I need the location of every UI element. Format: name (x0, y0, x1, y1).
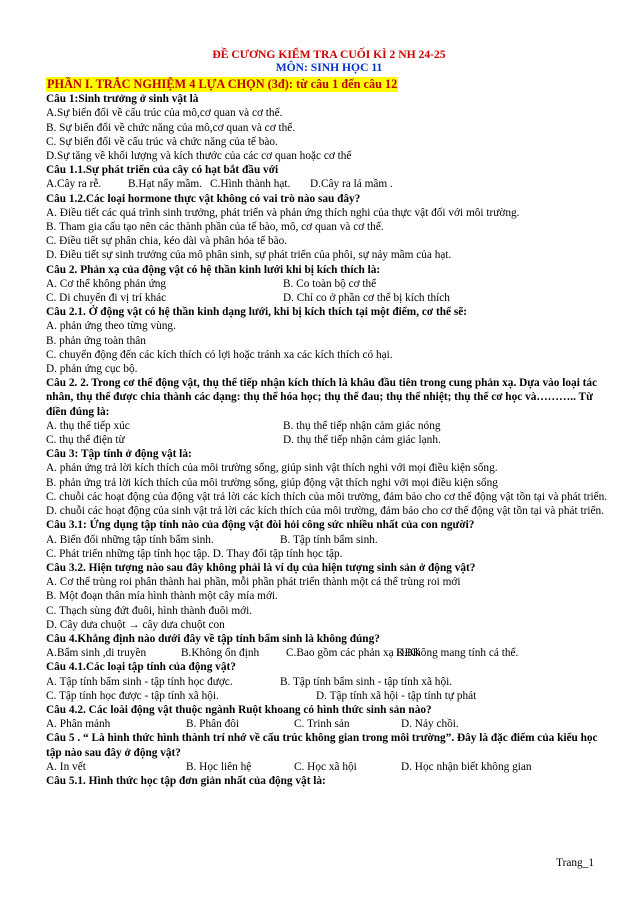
option-d: D. Nảy chồi. (401, 718, 459, 731)
question-2-2-options-ab (46, 419, 612, 433)
option-b: B. Co toàn bộ cơ thể (283, 277, 377, 290)
question-1-1-options (46, 177, 612, 191)
option-a: A. In vết (46, 760, 86, 773)
question-1-2: Câu 1.2.Các loại hormone thực vật không có vai trò nào sau đây? (46, 192, 361, 205)
question-5: Câu 5 . “ Là hình thức hình thành trí nhớ về cấu trúc không gian trong môi trường”. Đây là đặc điểm của kiểu học tập nào sau đây ở động vật? (46, 732, 598, 759)
question-3-option-d: D. chuỗi các hoạt động của sinh vật trả lời các kích thích của môi trường, đảm bảo cho cơ thể động vật tồn tại và phát triển. (46, 505, 604, 518)
question-3-2-option-b: B. Một đoạn thân mía hình thành một cây mía mới. (46, 590, 278, 603)
option-c: C. Tập tính học được - tập tính xã hội. (46, 689, 219, 702)
option-a: A. Tập tính bẩm sinh - tập tính học được. (46, 675, 233, 688)
document-content (46, 48, 612, 788)
question-5-1: Câu 5.1. Hình thức học tập đơn giản nhất của động vật là: (46, 774, 326, 787)
question-4-options (46, 646, 612, 660)
question-5-options (46, 760, 612, 774)
option-d: D.Không mang tính cá thể. (396, 647, 519, 660)
question-2-2: Câu 2. 2. Trong cơ thể động vật, thụ thể tiếp nhận kích thích là khâu đầu tiên trong cung phản xạ. Dựa vào loại tác nhân, thụ thể được chia thành các dạng: thụ thể hóa học; thụ thể đau; thụ thể nhiệt; thụ thể cơ học và……….. Từ điền đúng là: (46, 377, 598, 418)
question-1-option-d: D.Sự tăng về khối lượng và kích thước của các cơ quan hoặc cơ thể (46, 150, 352, 163)
section-heading: PHẦN I. TRẮC NGHIỆM 4 LỰA CHỌN (3đ): từ câu 1 đến câu 12 (47, 77, 398, 91)
option-d: D.Cây ra lá mầm . (310, 178, 393, 191)
option-c: C. Trinh sản (294, 718, 350, 731)
question-4-2: Câu 4.2. Các loài động vật thuộc ngành Ruột khoang có hình thức sinh sản nào? (46, 703, 432, 716)
option-b: B.Hạt nẩy mầm. (128, 178, 203, 191)
option-a: A.Bẩm sinh ,di truyền (46, 647, 147, 660)
question-2: Câu 2. Phản xạ của động vật có hệ thần kinh lưới khi bị kích thích là: (46, 263, 381, 276)
option-c: C. Di chuyển đi vị trí khác (46, 292, 167, 305)
question-1-option-a: A.Sự biến đổi về cấu trúc của mô,cơ quan và cơ thể. (46, 107, 283, 120)
option-c: C. thụ thể điện từ (46, 434, 125, 447)
option-d: D. Thay đổi tập tính học tập. (212, 547, 343, 560)
option-b: B. Học liên hệ (186, 760, 252, 773)
question-1-1: Câu 1.1.Sự phát triển của cây có hạt bắt đầu với (46, 164, 279, 177)
option-a: A. thụ thể tiếp xúc (46, 419, 130, 432)
question-4-1: Câu 4.1.Các loại tập tính của động vật? (46, 661, 236, 674)
option-d: D. Tập tính xã hội - tập tính tự phát (316, 689, 477, 702)
question-3-2-option-d: D. Cây dưa chuột → cây dưa chuột con (46, 618, 225, 631)
question-1-2-option-d: D. Điều tiết sự sinh trưởng của mô phân sinh, sự phát triển của phôi, sự nảy mầm của hạt. (46, 249, 452, 262)
question-2-1-option-c: C. chuyển động đến các kích thích có lợi hoặc tránh xa các kích thích có hại. (46, 348, 393, 361)
question-2-options-cd (46, 291, 612, 305)
option-d: D. thụ thể tiếp nhận cảm giác lạnh. (283, 434, 441, 447)
option-c: C. Học xã hội (294, 760, 357, 773)
question-2-options-ab (46, 277, 612, 291)
question-4-2-options (46, 717, 612, 731)
question-1-2-option-c: C. Điều tiết sự phân chia, kéo dài và phân hóa tế bào. (46, 235, 288, 248)
option-c: C.Hình thành hạt. (210, 178, 291, 191)
option-a: A. Biến đổi những tập tính bẩm sinh. (46, 533, 214, 546)
subject-title: MÔN: SINH HỌC 11 (275, 61, 383, 74)
question-3-1-options-ab (46, 533, 612, 547)
option-b: B. Tập tính bẩm sinh. (280, 533, 378, 546)
question-3-option-c: C. chuỗi các hoạt động của động vật trả lời các kích thích của môi trường, đảm bảo cho cơ thể động vật tồn tại và phát triển. (46, 490, 608, 503)
question-3-2-option-a: A. Cơ thể trùng roi phân thành hai phần, mỗi phần phát triển thành một cá thể trùng roi mới (46, 576, 461, 589)
question-1: Câu 1:Sinh trưởng ở sinh vật là (46, 93, 199, 106)
question-3-2: Câu 3.2. Hiện tượng nào sau đây không phải là ví dụ của hiện tượng sinh sản ở động vật? (46, 561, 476, 574)
option-b: B.Không ổn định (181, 647, 260, 660)
option-d: D. Chỉ co ở phần cơ thể bị kích thích (283, 292, 450, 305)
question-3-1-options-cd (46, 547, 612, 561)
question-4-1-options-cd (46, 689, 612, 703)
question-2-1: Câu 2.1. Ở động vật có hệ thần kinh dạng lưới, khi bị kích thích tại một điểm, cơ thể sẽ: (46, 306, 468, 319)
question-2-2-options-cd (46, 433, 612, 447)
question-2-1-option-b: B. phản ứng toàn thân (46, 334, 146, 347)
question-3: Câu 3: Tập tính ở động vật là: (46, 448, 192, 461)
option-a: A. Cơ thể không phản ứng (46, 277, 167, 290)
question-3-option-a: A. phản ứng trả lời kích thích của môi trường sống, giúp sinh vật thích nghi với mọi điều kiện sống. (46, 462, 498, 475)
question-3-2-option-c: C. Thạch sùng đứt đuôi, hình thành đuôi mới. (46, 604, 253, 617)
option-c: C.Bao gồm các phản xạ KĐK (286, 647, 421, 660)
option-b: B. thụ thể tiếp nhận cảm giác nóng (283, 419, 441, 432)
question-3-option-b: B. phản ứng trả lời kích thích của môi trường sống, giúp động vật thích nghi với mọi điều kiện sống (46, 476, 498, 489)
question-2-1-option-a: A. phản ứng theo từng vùng. (46, 320, 176, 333)
question-3-1: Câu 3.1: Ứng dụng tập tính nào của động vật đòi hỏi công sức nhiều nhất của con người? (46, 519, 475, 532)
option-c: C. Phát triển những tập tính học tập. (46, 547, 210, 560)
document-title: ĐỀ CƯƠNG KIỂM TRA CUỐI KÌ 2 NH 24-25 (212, 48, 446, 61)
option-d: D. Học nhận biết không gian (401, 760, 532, 773)
option-a: A.Cây ra rễ. (46, 178, 102, 191)
question-1-option-b: B. Sự biến đổi về chức năng của mô,cơ quan và cơ thể. (46, 121, 296, 134)
option-a: A. Phân mảnh (46, 718, 111, 731)
question-1-option-c: C. Sự biến đổi về cấu trúc và chức năng của tế bào. (46, 135, 278, 148)
question-1-2-option-a: A. Điều tiết các quá trình sinh trưởng, phát triển và phản ứng thích nghi của thực vật đối với môi trường. (46, 206, 520, 219)
option-b: B. Phân đôi (186, 718, 240, 731)
page-number: Trang_1 (556, 857, 594, 869)
question-2-1-option-d: D. phản ứng cục bộ. (46, 363, 138, 376)
question-1-2-option-b: B. Tham gia cấu tạo nên các thành phần của tế bào, mô, cơ quan và cơ thể. (46, 221, 384, 234)
question-4-1-options-ab (46, 675, 612, 689)
option-b: B. Tập tính bẩm sinh - tập tính xã hội. (280, 675, 453, 688)
question-4: Câu 4.Khẳng định nào dưới đây về tập tính bẩm sinh là không đúng? (46, 632, 380, 645)
